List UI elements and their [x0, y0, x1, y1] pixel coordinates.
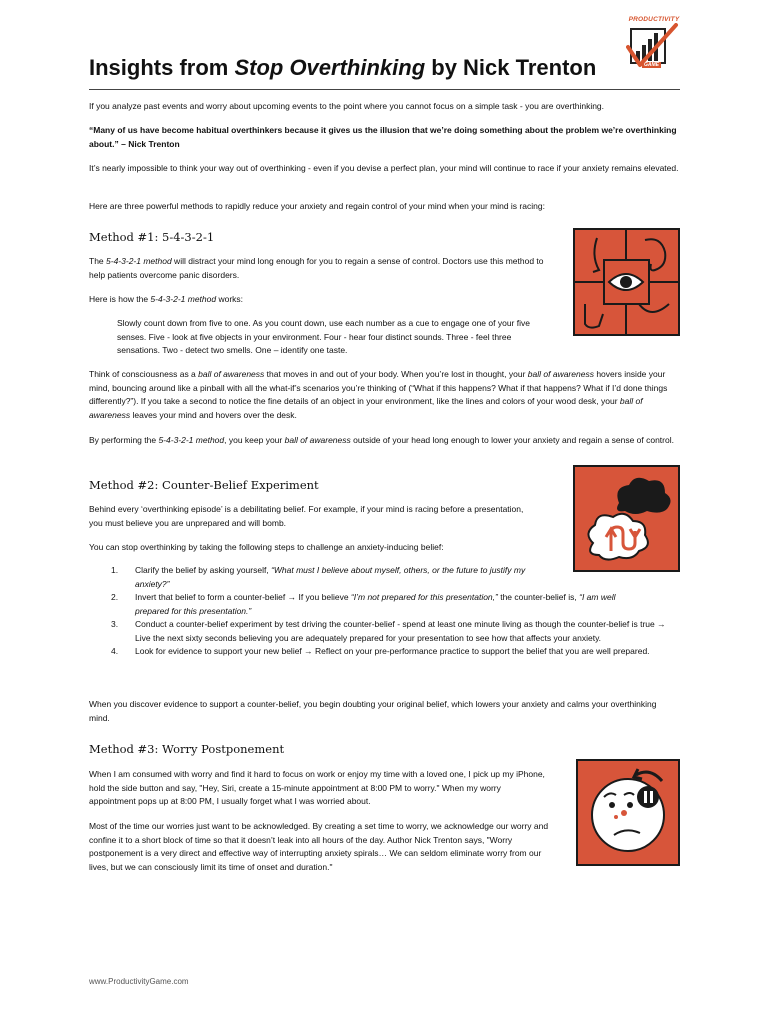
title-prefix: Insights from — [89, 55, 235, 80]
counter-belief-illustration — [573, 465, 680, 572]
list-item: 2. Invert that belief to form a counter-belief → If you believe “I’m not prepared for this presentation,” the counter-belief is, “I am well prepared for this presentation.” — [111, 592, 616, 616]
list-item: 4. Look for evidence to support your new belief → Reflect on your pre-performance practice to support the belief that you are well prepared. — [111, 646, 650, 656]
method-3-paragraph: When I am consumed with worry and find it hard to focus on work or enjoy my time with a loved one, I pick up my iPhone, hold the side button and say, "Hey, Siri, create a 15-minute appointment at 8:00 PM to worry." When my worry appointment pops up at 8:00 PM, I usually forget what I was worried about. — [89, 769, 545, 806]
footer-url[interactable]: www.ProductivityGame.com — [89, 977, 189, 986]
productivity-game-logo — [626, 16, 682, 76]
logo-top-text: PRODUCTIVITY — [628, 16, 680, 23]
method-1-conclusion: By performing the 5-4-3-2-1 method, you keep your ball of awareness outside of your head long enough to lower your anxiety and regain a sense of control. — [89, 435, 674, 445]
title-suffix: by Nick Trenton — [425, 55, 597, 80]
list-item: 3. Conduct a counter-belief experiment by test driving the counter-belief - spend at least one minute living as though the counter-belief is true → Live the next sixty seconds believing you are adequately prepared for your presentation to see how that affects your anxiety. — [111, 619, 666, 643]
intro-paragraph-3: Here are three powerful methods to rapidly reduce your anxiety and regain control of your mind when your mind is racing: — [89, 201, 545, 211]
method-1-paragraph: The 5-4-3-2-1 method will distract your mind long enough for you to regain a sense of control. Doctors use this method to help patients overcome panic disorders. — [89, 256, 544, 280]
method-2-heading: Method #2: Counter-Belief Experiment — [89, 478, 319, 492]
method-1-ball-of-awareness: Think of consciousness as a ball of awareness that moves in and out of your body. When you’re lost in thought, your ball of awareness hovers inside your mind, bouncing around like a pinball with all the what-if’s scenarios you’re thinking of (“What if this happens? What if that happens? What if I’d done things differently?”). If you take a second to notice the fine details of an object in your environment, like the lines and colors of your wood desk, your ball of awareness leaves your mind and hovers over the desk. — [89, 369, 668, 420]
page-title — [89, 55, 596, 81]
method-2-conclusion: When you discover evidence to support a counter-belief, you begin doubting your original belief, which lowers your anxiety and calms your overthinking mind. — [89, 699, 657, 723]
title-book: Stop Overthinking — [234, 55, 426, 80]
method-1-heading: Method #1: 5-4-3-2-1 — [89, 230, 215, 244]
list-item: 1. Clarify the belief by asking yourself, “What must I believe about myself, others, or the future to justify my anxiety?” — [111, 565, 526, 589]
five-senses-illustration — [573, 228, 680, 336]
intro-quote: “Many of us have become habitual overthinkers because it gives us the illusion that we’re doing something about the problem we’re overthinking about.” – Nick Trenton — [89, 125, 677, 149]
title-divider — [89, 89, 680, 90]
thought-clouds-icon — [575, 467, 678, 570]
method-2-paragraph: Behind every ‘overthinking episode’ is a debilitating belief. For example, if your mind is racing before a presentation, you must believe you are unprepared and will bomb. — [89, 504, 524, 528]
method-2-intro: You can stop overthinking by taking the following steps to challenge an anxiety-inducing belief: — [89, 542, 444, 552]
senses-grid-icon — [575, 230, 678, 334]
worried-face-icon — [578, 761, 678, 864]
worry-postponement-illustration — [576, 759, 680, 866]
method-3-quote: Most of the time our worries just want to be acknowledged. By creating a set time to worry, we acknowledge our worry and confine it to a short block of time so that it doesn’t leak into all hours of the day. Author Nick Trenton says, "Worry postponement is a very direct and effective way of interrupting anxiety spirals… We can seldom eliminate worry from our lives, but we can consciously limit its time of onset and duration." — [89, 821, 549, 872]
logo-bottom-text: GAME — [644, 62, 659, 68]
counter-belief-steps — [89, 564, 679, 659]
method-1-how: Here is how the 5-4-3-2-1 method works: — [89, 294, 244, 304]
intro-paragraph-2: It’s nearly impossible to think your way out of overthinking - even if you devise a perfect plan, your mind will continue to race if your anxiety remains elevated. — [89, 163, 679, 173]
method-3-heading: Method #3: Worry Postponement — [89, 742, 285, 756]
intro-paragraph: If you analyze past events and worry about upcoming events to the point where you cannot focus on a simple task - you are overthinking. — [89, 101, 605, 111]
method-1-steps: Slowly count down from five to one. As you count down, use each number as a cue to engage one of your five senses. Five - look at five objects in your environment. Four - hear four distinct sounds. Three - feel three sensations. Two - detect two smells. One – identify one taste. — [117, 318, 530, 355]
